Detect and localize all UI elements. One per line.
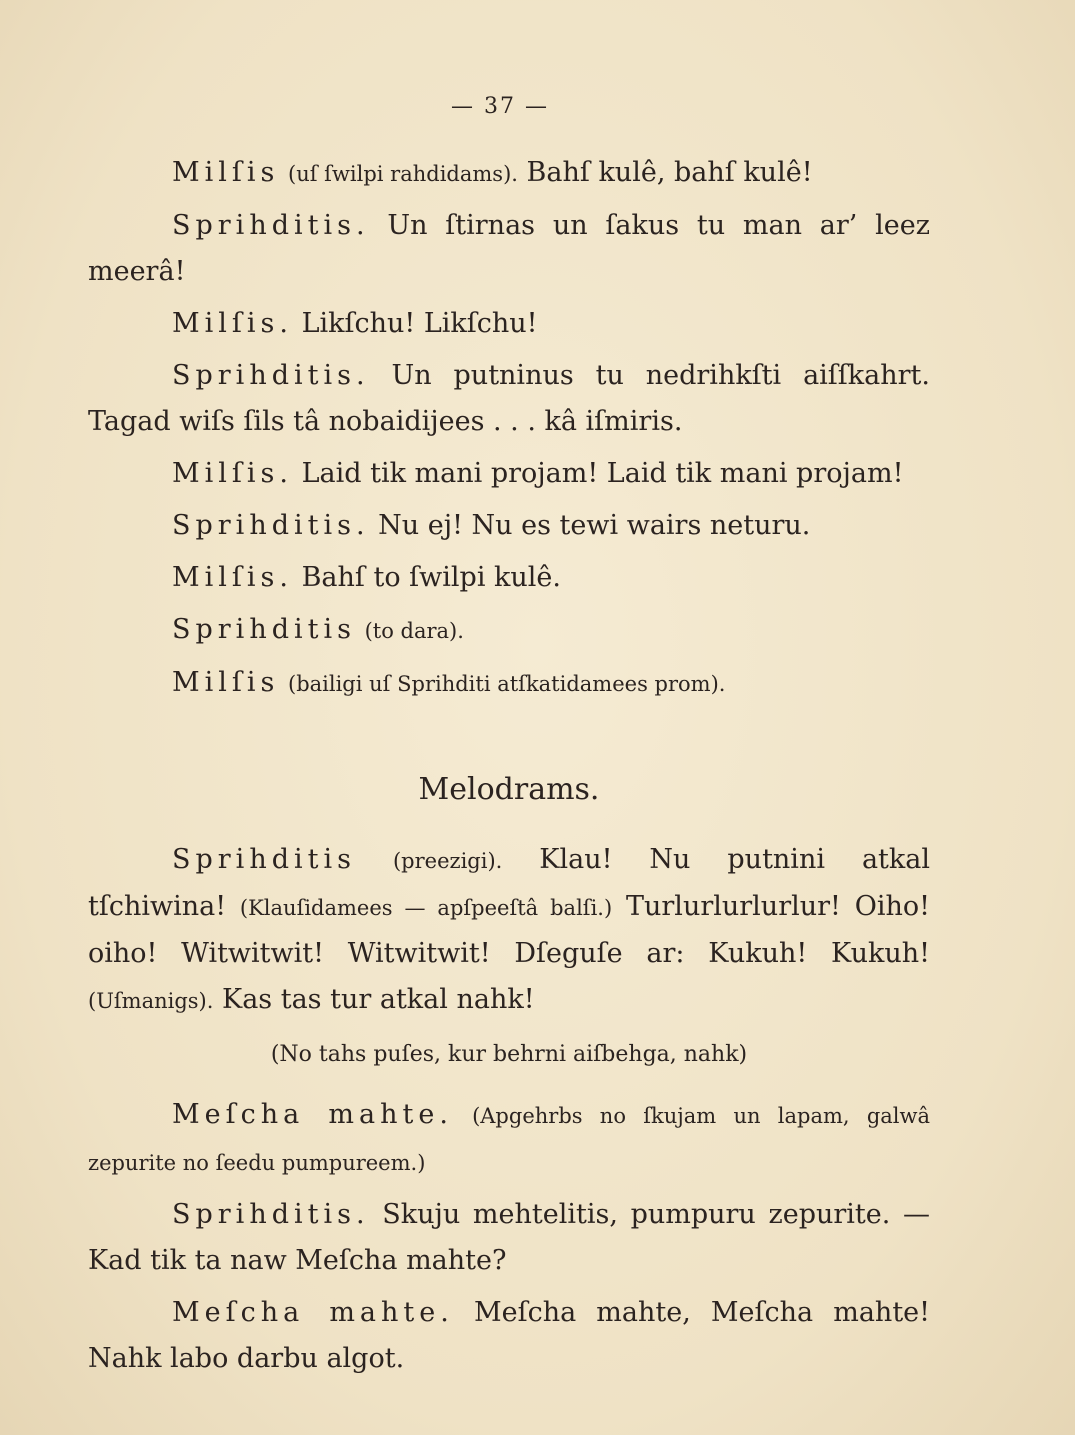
dialogue-line [88, 203, 930, 295]
line-text: Likſchu! Likſchu! [301, 308, 538, 339]
stage-direction: (preezigi). [392, 849, 503, 873]
stage-direction-centered: (No tahs puſes, kur behrni aiſbehga, nahk) [270, 1042, 748, 1067]
speaker-name: Sprihditis. [172, 360, 370, 391]
stage-direction: (Klauſidamees — apſpeeſtâ balſi.) [239, 896, 613, 920]
dialogue-line [88, 451, 930, 497]
speaker-name: Meſcha mahte. [172, 1297, 454, 1328]
dialogue-line [88, 555, 930, 601]
dialogue-line [88, 837, 930, 1024]
stage-direction: (to dara). [364, 619, 464, 643]
speaker-name: Meſcha mahte. [172, 1099, 453, 1130]
speaker-name: Sprihditis [172, 844, 356, 875]
stage-direction: (bailigi uſ Sprihditi atſkatidamees prom). [288, 672, 726, 696]
line-text: Meſcha mahte, Meſcha mahte! Nahk labo darbu algot. [88, 1297, 930, 1374]
speaker-name: Milſis [172, 667, 280, 698]
page-text [88, 150, 930, 1388]
stage-direction: (Uſmanigs). [88, 989, 214, 1013]
stage-direction: (Apgehrbs no ſkujam un lapam, galwâ zepurite no ſeedu pumpureem.) [88, 1104, 930, 1175]
line-text: Turlurlurlurlur! Oiho! oiho! Witwitwit! Witwitwit! Dſeguſe ar: Kukuh! Kukuh! [88, 891, 930, 969]
dialogue-line [88, 1092, 930, 1186]
dialogue-line [88, 1192, 930, 1284]
dialogue-line [88, 150, 930, 197]
dialogue-line [88, 301, 930, 347]
dialogue-line [88, 660, 930, 707]
speaker-name: Milſis. [172, 308, 293, 339]
speaker-name: Milſis [172, 157, 280, 188]
speaker-name: Sprihditis. [172, 210, 370, 241]
speaker-name: Sprihditis. [172, 1199, 370, 1230]
line-text: Skuju mehtelitis, pumpuru zepurite. — Kad tik ta naw Meſcha mahte? [88, 1199, 930, 1276]
speaker-name: Sprihditis [172, 614, 356, 645]
line-text: Un ſtirnas un ſakus tu man ar’ leez meerâ! [88, 210, 930, 287]
speaker-name: Milſis. [172, 562, 293, 593]
line-text: Kas tas tur atkal nahk! [222, 984, 535, 1015]
line-text: Bahſ kulê, bahſ kulê! [526, 157, 813, 188]
dialogue-line [88, 503, 930, 549]
line-text: Laid tik mani projam! Laid tik mani projam! [301, 458, 904, 489]
line-text: Klau! Nu putnini atkal tſchiwina! [88, 844, 930, 922]
speaker-name: Milſis. [172, 458, 293, 489]
section-heading: Melodrams. [418, 772, 600, 807]
line-text: Un putninus tu nedrihkſti aiſſkahrt. Tagad wiſs ſils tâ nobaidijees . . . kâ iſmiris. [88, 360, 930, 437]
speaker-name: Sprihditis. [172, 510, 370, 541]
dialogue-line [88, 607, 930, 654]
line-text: Bahſ to ſwilpi kulê. [301, 562, 561, 593]
line-text: Nu ej! Nu es tewi wairs neturu. [378, 510, 811, 541]
dialogue-line [88, 1290, 930, 1382]
dialogue-line [88, 353, 930, 445]
stage-direction: (uſ ſwilpi rahdidams). [288, 162, 518, 186]
page-number: — 37 — [451, 94, 549, 119]
